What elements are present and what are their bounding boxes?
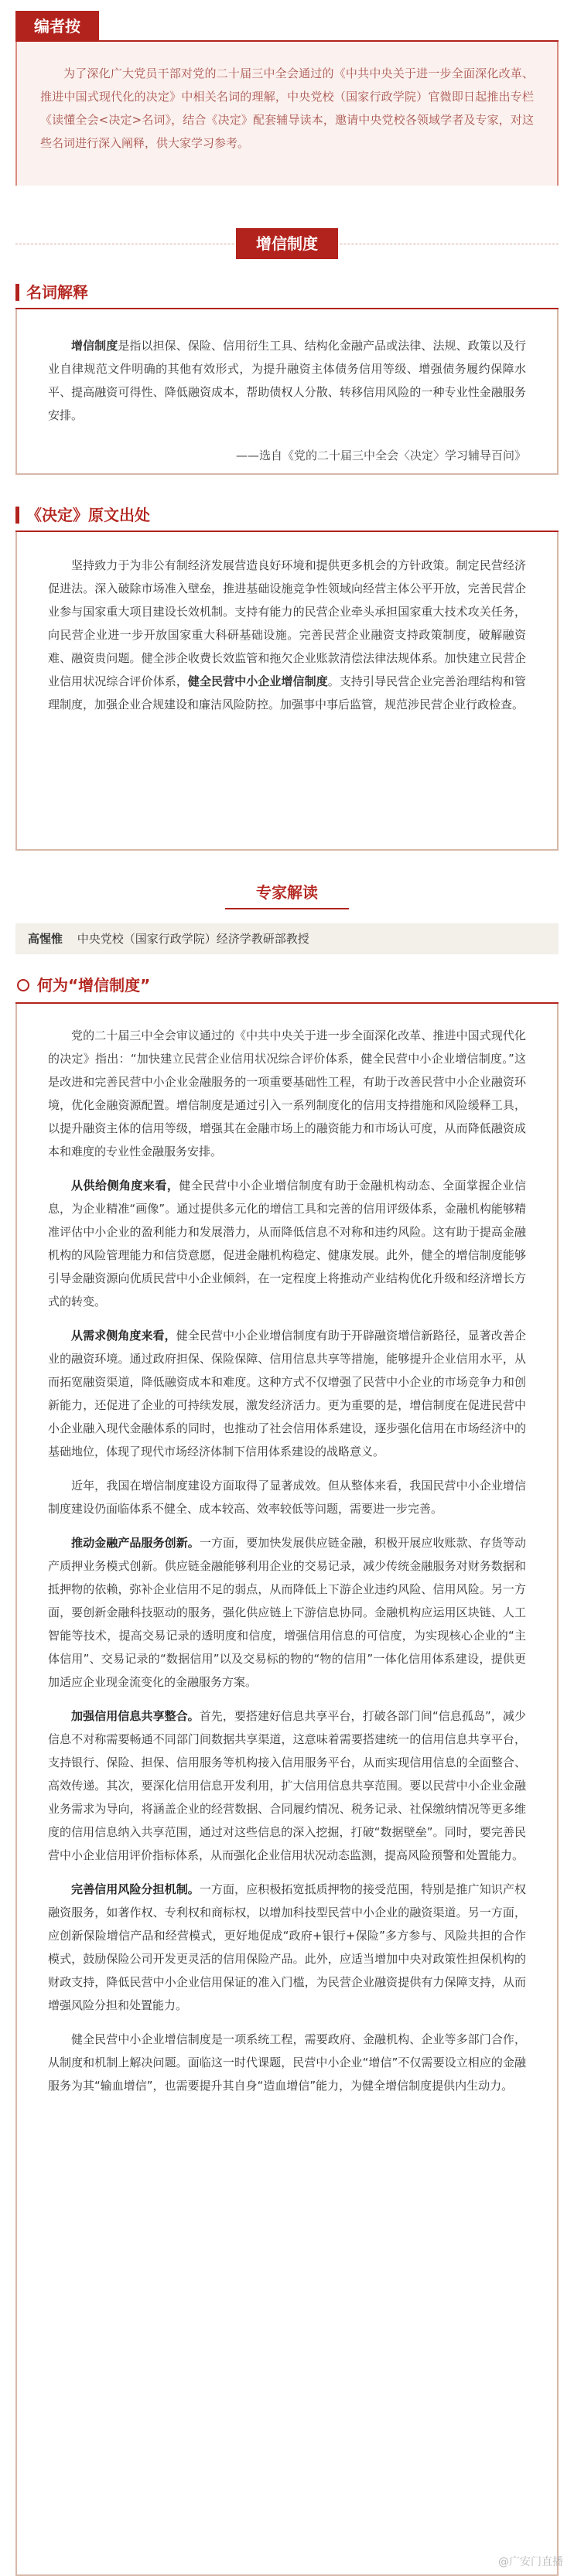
question-title	[15, 968, 559, 1004]
question-body	[15, 1004, 559, 2576]
body-paragraph	[48, 1878, 526, 2017]
expert-affiliation: 中央党校（国家行政学院）经济学教研部教授	[77, 932, 309, 946]
decision-title	[15, 498, 559, 532]
decision-title-text: 《决定》原文出处	[26, 506, 150, 524]
glossary-block	[15, 309, 559, 475]
editor-note-tag: 编者按	[15, 11, 99, 42]
watermark: @广安门直播	[498, 2556, 563, 2568]
glossary-title	[15, 275, 559, 309]
editor-note-text: 为了深化广大党员干部对党的二十届三中全会通过的《中共中央关于进一步全面深化改革、推进中国式现代化的决定》中相关名词的理解，中央党校（国家行政学院）官微即日起推出专栏《读懂全会<决定>名词》，结合《决定》配套辅导读本，邀请中央党校各领域学者及专家，对这些名词进行深入阐释，供大家学习参考。	[15, 42, 559, 186]
section-banner	[0, 217, 574, 271]
decision-block	[15, 532, 559, 851]
expert-name: 高惺惟	[28, 932, 63, 946]
glossary-section	[0, 275, 574, 475]
glossary-term: 增信制度	[71, 339, 118, 353]
title-bar-icon	[15, 507, 19, 524]
paragraph-text: 健全民营中小企业增信制度是一项系统工程，需要政府、金融机构、企业等多部门合作，从制度和机制上解决问题。面临这一时代课题，民营中小企业“增信”不仅需要设立相应的金融服务为其“输血增信”，也需要提升其自身“造血增信”能力，为健全增信制度提供内生动力。	[48, 2032, 526, 2093]
paragraph-lead: 加强信用信息共享整合。	[71, 1709, 200, 1723]
decision-text-bold: 健全民营中小企业增信制度	[187, 674, 328, 688]
decision-text-before: 坚持致力于为非公有制经济发展营造良好环境和提供更多机会的方针政策。制定民营经济促进法。深入破除市场准入壁垒，推进基础设施竞争性领域向经营主体公平开放，完善民营企业参与国家重大项目建设长效机制。支持有能力的民营企业牵头承担国家重大技术攻关任务，向民营企业进一步开放国家重大科研基础设施。完善民营企业融资支持政策制度，破解融资难、融资贵问题。健全涉企收费长效监管和拖欠企业账款清偿法律法规体系。加快建立民营企业信用状况综合评价体系，	[48, 558, 526, 688]
paragraph-lead: 完善信用风险分担机制。	[71, 1882, 200, 1896]
glossary-title-text: 名词解释	[26, 283, 88, 302]
glossary-definition	[48, 334, 526, 427]
body-paragraph	[48, 1531, 526, 1694]
title-underline	[15, 531, 559, 532]
expert-info	[15, 923, 559, 954]
paragraph-text: 一方面，应积极拓宽抵质押物的接受范围，特别是推广知识产权融资服务，如著作权、专利权和商标权，以增加科技型民营中小企业的融资渠道。另一方面，应创新保险增信产品和经营模式，更好地促成“政府+银行+保险”多方参与、风险共担的合作模式，鼓励保险公司开发更灵活的信用保险产品。此外，应适当增加中央对政策性担保机构的财政支持，降低民营中小企业信用保证的准入门槛，为民营企业融资提供有力保障支持，从而增强风险分担和处置能力。	[48, 1882, 526, 2012]
paragraph-lead: 从需求侧角度来看，	[71, 1329, 176, 1343]
glossary-definition-text: 是指以担保、保险、信用衍生工具、结构化金融产品或法律、法规、政策以及行业自律规范文件明确的其他有效形式，为提升融资主体债务信用等级、增强债务履约保障水平、提高融资可得性、降低融资成本，帮助债权人分散、转移信用风险的一种专业性金融服务安排。	[48, 339, 526, 422]
expert-title-underline	[225, 908, 349, 909]
body-paragraph	[48, 1174, 526, 1313]
body-paragraph	[48, 1024, 526, 1163]
paragraph-text: 健全民营中小企业增信制度有助于开辟融资增信新路径，显著改善企业的融资环境。通过政府担保、保险保障、信用信息共享等措施，能够提升企业信用水平，从而拓宽融资渠道，降低融资成本和难度。这种方式不仅增强了民营中小企业的市场竞争力和创新能力，还促进了企业的可持续发展，激发经济活力。更为重要的是，增信制度在促进民营中小企业融入现代金融体系的同时，也推动了社会信用体系建设，逐步强化信用在市场经济中的基础地位，体现了现代市场经济体制下信用体系建设的战略意义。	[48, 1329, 526, 1459]
paragraph-text: 近年，我国在增信制度建设方面取得了显著成效。但从整体来看，我国民营中小企业增信制度建设仍面临体系不健全、成本较高、效率较低等问题，需要进一步完善。	[48, 1479, 526, 1516]
body-paragraph	[48, 1474, 526, 1520]
title-bar-icon	[15, 284, 19, 301]
body-paragraph	[48, 1704, 526, 1867]
paragraph-text: 党的二十届三中全会审议通过的《中共中央关于进一步全面深化改革、推进中国式现代化的决定》指出：“加快建立民营企业信用状况综合评价体系，健全民营中小企业增信制度。”这是改进和完善民营中小企业金融服务的一项重要基础性工程，有助于改善民营中小企业融资环境，优化金融资源配置。增信制度是通过引入一系列制度化的信用支持措施和风险缓释工具，以提升融资主体的信用等级，增强其在金融市场上的融资能力和市场认可度，从而降低融资成本和难度的专业性金融服务安排。	[48, 1029, 526, 1158]
decision-text-after: 。支持引导民营企业完善治理结构和管理制度，加强企业合规建设和廉洁风险防控。加强事中事后监管，规范涉民营企业行政检查。	[48, 674, 526, 711]
question-title-text: 何为“增信制度”	[37, 976, 151, 995]
paragraph-text: 健全民营中小企业增信制度有助于金融机构动态、全面掌握企业信息，为企业精准“画像”。通过提供多元化的增信工具和完善的信用评级体系，金融机构能够精准评估中小企业的盈利能力和发展潜力，从而降低信息不对称和违约风险。这有助于提高金融机构的风险管理能力和信贷意愿，促进金融机构稳定、健康发展。此外，健全的增信制度能够引导金融资源向优质民营中小企业倾斜，在一定程度上将推动产业结构优化升级和经济增长方式的转变。	[48, 1179, 526, 1308]
glossary-source: ——选自《党的二十届三中全会〈决定〉学习辅导百问》	[235, 449, 526, 462]
banner-title: 增信制度	[236, 228, 338, 259]
paragraph-text: 一方面，要加快发展供应链金融，积极开展应收账款、存货等动产质押业务模式创新。供应链金融能够利用企业的交易记录，减少传统金融服务对财务数据和抵押物的依赖，弥补企业信用不足的弱点，从而降低上下游企业违约风险、信用风险。另一方面，要创新金融科技驱动的服务，强化供应链上下游信息协同。金融机构应运用区块链、人工智能等技术，提高交易记录的透明度和信度，增强信用信息的可信度，为实现核心企业的“主体信用”、交易记录的“数据信用”以及交易标的物的“物的信用”一体化信用体系建设，提供更加适应企业现金流变化的金融服务方案。	[48, 1536, 526, 1689]
circle-bullet-icon	[17, 979, 29, 991]
decision-section	[0, 498, 574, 851]
title-underline	[15, 308, 559, 309]
body-paragraph	[48, 2028, 526, 2097]
paragraph-text: 首先，要搭建好信息共享平台，打破各部门间“信息孤岛”，减少信息不对称需要畅通不同部门间数据共享渠道，这意味着需要搭建统一的信用信息共享平台，支持银行、保险、担保、信用服务等机构接入信用服务平台，从而实现信用信息的全面整合、高效传递。其次，要深化信用信息开发利用，扩大信用信息共享范围。要以民营中小企业金融业务需求为导向，将涵盖企业的经营数据、合同履约情况、税务记录、社保缴纳情况等更多维度的信用信息纳入共享范围，通过对这些信息的深入挖掘，打破“数据壁垒”。同时，要完善民营中小企业信用评价指标体系，从而强化企业信用状况动态监测，提高风险预警和处置能力。	[48, 1709, 526, 1862]
body-paragraph	[48, 1324, 526, 1463]
decision-text	[48, 554, 526, 716]
paragraph-lead: 从供给侧角度来看，	[71, 1179, 179, 1192]
paragraph-lead: 推动金融产品服务创新。	[71, 1536, 200, 1550]
expert-section-title: 专家解读	[256, 883, 318, 902]
editor-note	[0, 0, 574, 186]
